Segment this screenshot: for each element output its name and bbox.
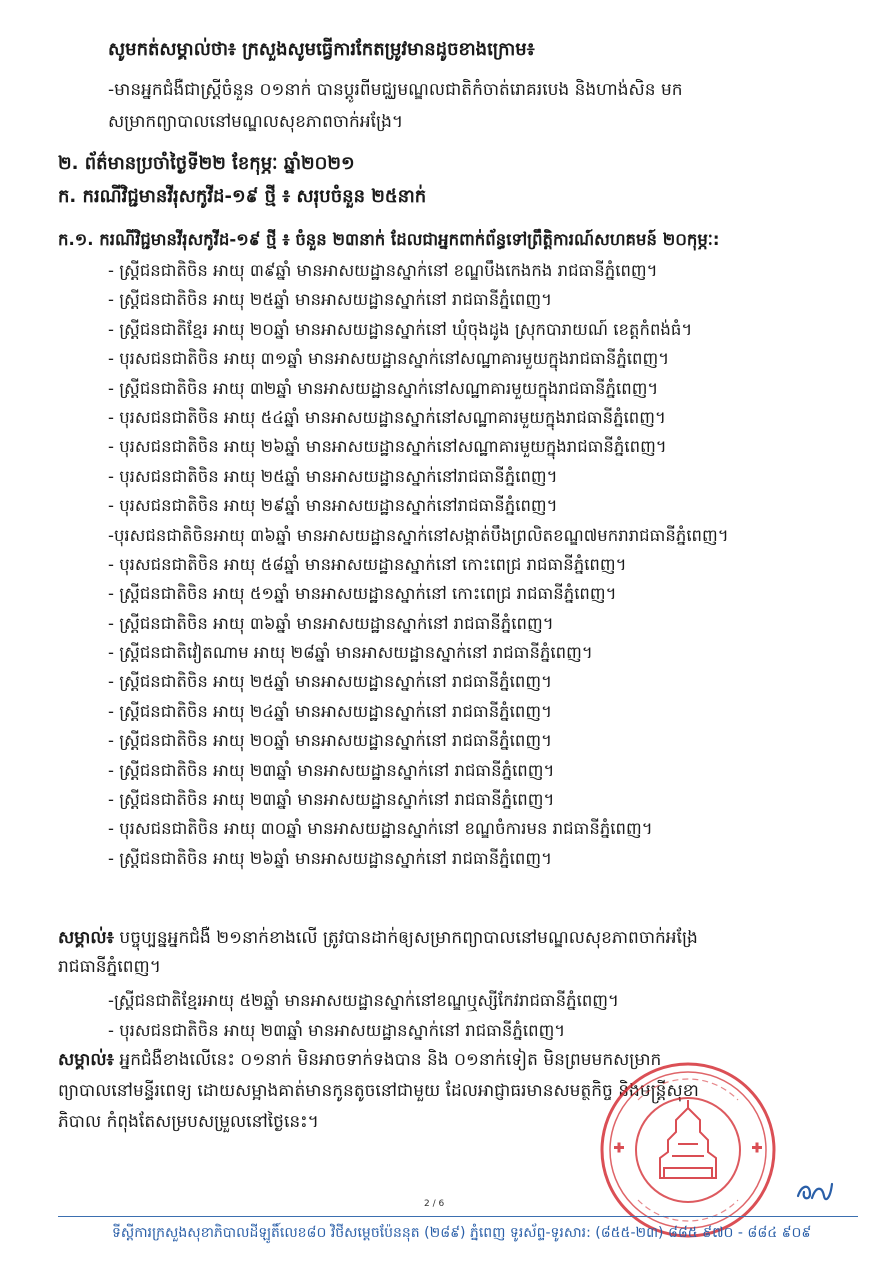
section-a-subtitle: ក. ករណីវិជ្ជមានវីរុសកូវីដ-១៩ ថ្មី ៖ សរុបចំនួន ២៥នាក់	[58, 186, 427, 207]
list-item: -បុរសជនជាតិចិនអាយុ ៣៦ឆ្នាំ មានអាសយដ្ឋានស្នាក់នៅសង្កាត់បឹងព្រលិតខណ្ឌ៧មករារាជធានីភ្នំពេញ។	[108, 525, 729, 545]
list-item: - ស្ត្រីជនជាតិចិន អាយុ ២០ឆ្នាំ មានអាសយដ្ឋានស្នាក់នៅ រាជធានីភ្នំពេញ។	[108, 731, 552, 751]
list-item: - ស្ត្រីជនជាតិខ្មែរ អាយុ ២០ឆ្នាំ មានអាសយដ្ឋានស្នាក់នៅ ឃុំចុងដូង ស្រុកបារាយណ៍ ខេត្តកំពង់ធំ។	[108, 319, 693, 339]
footer-divider	[58, 1216, 858, 1217]
note-1-label: សម្គាល់៖	[58, 928, 115, 948]
list-item: - បុរសជនជាតិចិន អាយុ ៣១ឆ្នាំ មានអាសយដ្ឋានស្នាក់នៅសណ្ឋាគារមួយក្នុងរាជធានីភ្នំពេញ។	[108, 349, 670, 369]
list-item: - ស្ត្រីជនជាតិចិន អាយុ ៣២ឆ្នាំ មានអាសយដ្ឋានស្នាក់នៅសណ្ឋាគារមួយក្នុងរាជធានីភ្នំពេញ។	[108, 378, 659, 398]
list-item: - ស្ត្រីជនជាតិចិន អាយុ ២៣ឆ្នាំ មានអាសយដ្ឋានស្នាក់នៅ រាជធានីភ្នំពេញ។	[108, 760, 555, 780]
list-item: - បុរសជនជាតិចិន អាយុ ២៩ឆ្នាំ មានអាសយដ្ឋានស្នាក់នៅរាជធានីភ្នំពេញ។	[108, 496, 558, 516]
list-item: - ស្ត្រីជនជាតិចិន អាយុ ២៦ឆ្នាំ មានអាសយដ្ឋានស្នាក់នៅ រាជធានីភ្នំពេញ។	[108, 848, 552, 868]
list-item: - បុរសជនជាតិចិន អាយុ ៥៤ឆ្នាំ មានអាសយដ្ឋានស្នាក់នៅសណ្ឋាគារមួយក្នុងរាជធានីភ្នំពេញ។	[108, 407, 666, 427]
note-2-label: សម្គាល់៖	[58, 1050, 115, 1070]
list-item: - បុរសជនជាតិចិន អាយុ ៣០ឆ្នាំ មានអាសយដ្ឋានស្នាក់នៅ ខណ្ឌចំការមន រាជធានីភ្នំពេញ។	[108, 819, 653, 839]
note-1	[58, 927, 698, 949]
list-item: -ស្ត្រីជនជាតិខ្មែរអាយុ ៥២ឆ្នាំ មានអាសយដ្ឋានស្នាក់នៅខណ្ឌឬស្សីកែវរាជធានីភ្នំពេញ។	[108, 991, 619, 1010]
official-stamp-icon	[598, 1060, 778, 1240]
note-2-line-2: ព្យាបាលនៅមន្ទីរពេទ្យ ដោយសម្អាងគាត់មានកូនតូចនៅជាមួយ ដែលអាជ្ញាធរមានសមត្ថកិច្ច និងមន្ត្រីសុខា	[58, 1081, 699, 1101]
note-2	[58, 1049, 661, 1071]
list-item: - ស្ត្រីជនជាតិចិន អាយុ ៥១ឆ្នាំ មានអាសយដ្ឋានស្នាក់នៅ កោះពេជ្រ រាជធានីភ្នំពេញ។	[108, 584, 617, 604]
section-a1-subtitle: ក.១. ករណីវិជ្ជមានវីរុសកូវីដ-១៩ ថ្មី ៖ ចំនួន ២៣នាក់ ដែលជាអ្នកពាក់ព័ន្ធទៅព្រឹត្តិការណ៍សហគមន៍ ២០កុម្ភៈ:	[58, 230, 720, 249]
section-2-title: ២. ព័ត៌មានប្រចាំថ្ងៃទី២២ ខែកុម្ភៈ ឆ្នាំ២០២១	[58, 153, 355, 174]
list-item: - បុរសជនជាតិចិន អាយុ ២៦ឆ្នាំ មានអាសយដ្ឋានស្នាក់នៅសណ្ឋាគារមួយក្នុងរាជធានីភ្នំពេញ។	[108, 437, 667, 457]
list-item: - ស្ត្រីជនជាតិចិន អាយុ ៣៦ឆ្នាំ មានអាសយដ្ឋានស្នាក់នៅ រាជធានីភ្នំពេញ។	[108, 613, 554, 633]
list-item: - ស្ត្រីជនជាតិចិន អាយុ ២៥ឆ្នាំ មានអាសយដ្ឋានស្នាក់នៅ រាជធានីភ្នំពេញ។	[108, 672, 552, 692]
list-item: - បុរសជនជាតិចិន អាយុ ៥៨ឆ្នាំ មានអាសយដ្ឋានស្នាក់នៅ កោះពេជ្រ រាជធានីភ្នំពេញ។	[108, 554, 627, 574]
note-2-line-3: ភិបាល កំពុងតែសម្របសម្រួលនៅថ្ងៃនេះ។	[58, 1112, 319, 1132]
list-item: - ស្ត្រីជនជាតិចិន អាយុ ២៤ឆ្នាំ មានអាសយដ្ឋានស្នាក់នៅ រាជធានីភ្នំពេញ។	[108, 701, 552, 721]
case-list	[108, 256, 729, 873]
list-item: - ស្ត្រីជនជាតិវៀតណាម អាយុ ២៨ឆ្នាំ មានអាសយដ្ឋានស្នាក់នៅ រាជធានីភ្នំពេញ។	[108, 643, 593, 663]
list-item: - ស្ត្រីជនជាតិចិន អាយុ ៣៩ឆ្នាំ មានអាសយដ្ឋានស្នាក់នៅ ខណ្ឌបឹងកេងកង រាជធានីភ្នំពេញ។	[108, 261, 658, 280]
note-1-text: បច្ចុប្បន្នអ្នកជំងឺ ២១នាក់ខាងលើ ត្រូវបានដាក់ឲ្យសម្រាកព្យាបាលនៅមណ្ឌលសុខភាពចាក់អង្រែ	[114, 928, 698, 948]
footer-address: ទីស្តីការក្រសួងសុខាភិបាលដីឡូតិ៍លេខ៨០ វិថីសម្តេចប៉ែននុត (២៨៩) ភ្នំពេញ ទូរស័ព្ទ-ទូរសារ: (៨៥៥-២៣) ៨៨៥ ៩៧០ - ៨៨៤ ៩០៩	[112, 1225, 812, 1241]
list-item: - ស្ត្រីជនជាតិចិន អាយុ ២៣ឆ្នាំ មានអាសយដ្ឋានស្នាក់នៅ រាជធានីភ្នំពេញ។	[108, 790, 555, 810]
intro-line-1: -មានអ្នកជំងឺជាស្ត្រីចំនួន ០១នាក់ បានប្តូរពីមជ្ឈមណ្ឌលជាតិកំចាត់រោគរបេង និងហាង់សិន មក	[108, 80, 683, 100]
intro-heading: សូមកត់សម្គាល់ថា៖ ក្រសួងសូមធ្វើការកែតម្រូវមានដូចខាងក្រោម៖	[108, 39, 535, 60]
list-item: - ស្ត្រីជនជាតិចិន អាយុ ២៥ឆ្នាំ មានអាសយដ្ឋានស្នាក់នៅ រាជធានីភ្នំពេញ។	[108, 290, 552, 310]
note-2-text: អ្នកជំងឺខាងលើនេះ ០១នាក់ មិនអាចទាក់ទងបាន និង ០១នាក់ទៀត មិនព្រមមកសម្រាក	[114, 1050, 662, 1070]
page-number: 2 / 6	[424, 1199, 445, 1209]
list-item: - បុរសជនជាតិចិន អាយុ ២៣ឆ្នាំ មានអាសយដ្ឋានស្នាក់នៅ រាជធានីភ្នំពេញ។	[108, 1021, 566, 1040]
note-1-line-2: រាជធានីភ្នំពេញ។	[58, 957, 161, 977]
signature-icon	[792, 1176, 836, 1206]
list-item: - បុរសជនជាតិចិន អាយុ ២៥ឆ្នាំ មានអាសយដ្ឋានស្នាក់នៅរាជធានីភ្នំពេញ។	[108, 466, 558, 486]
intro-line-2: សម្រាកព្យាបាលនៅមណ្ឌលសុខភាពចាក់អង្រែ។	[108, 112, 404, 132]
